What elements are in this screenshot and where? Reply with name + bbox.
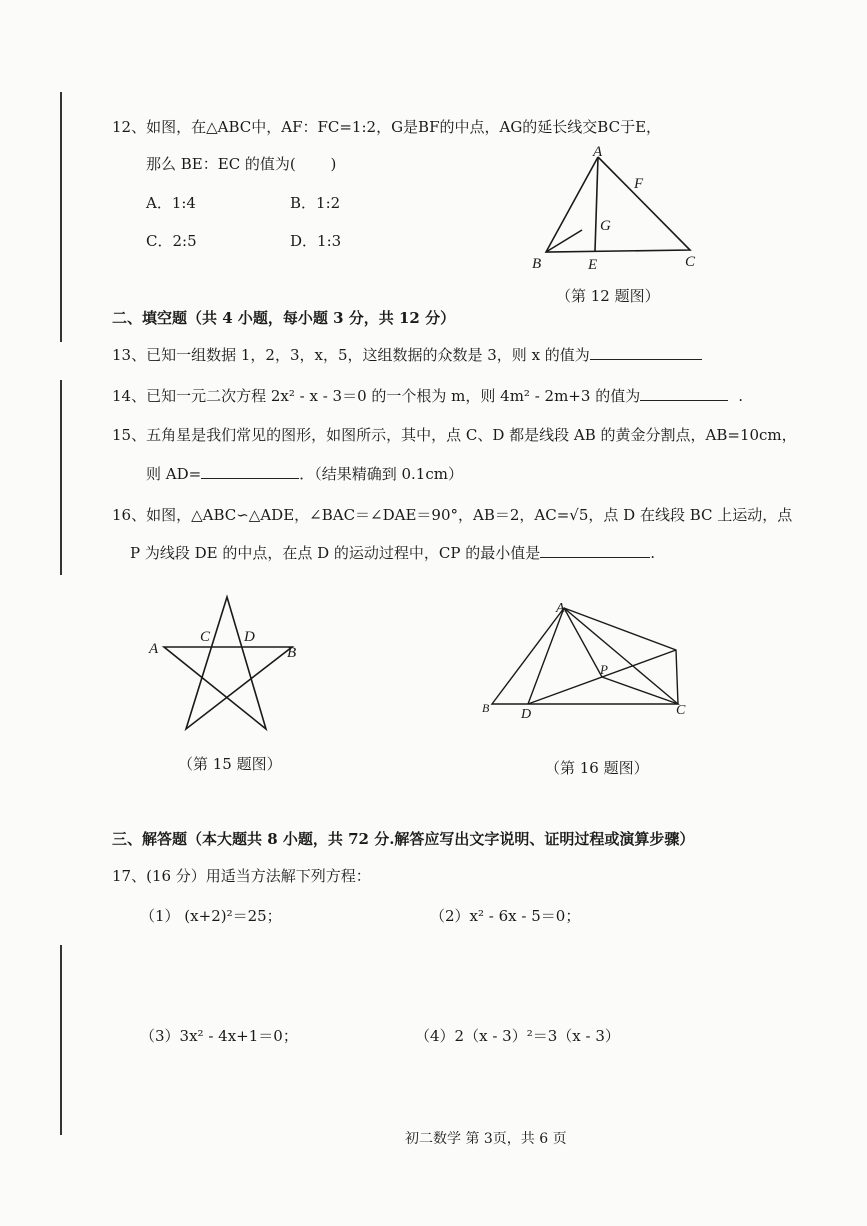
q14-text: 14、已知一元二次方程 2x² - x - 3＝0 的一个根为 m，则 4m² - 2m+3 的值为	[112, 387, 641, 405]
binding-line-bottom	[60, 945, 62, 1135]
section3-heading: 三、解答题（本大题共 8 小题，共 72 分.解答应写出文字说明、证明过程或演算步骤）	[112, 830, 695, 848]
q17-part2: （2）x² - 6x - 5＝0；	[430, 907, 581, 925]
q12-option-b: B．1:2	[290, 194, 341, 212]
q12-label-b: B	[532, 256, 542, 272]
page-footer: 初二数学 第 3页，共 6 页	[405, 1131, 567, 1147]
q14-answer-blank[interactable]	[640, 386, 728, 401]
q12-label-f: F	[634, 176, 644, 192]
q16-line1: 16、如图，△ABC∽△ADE，∠BAC＝∠DAE＝90°，AB＝2，AC=√5，点 D 在线段 BC 上运动，点	[112, 506, 793, 524]
q16-line2-text: P 为线段 DE 的中点，在点 D 的运动过程中，CP 的最小值是	[130, 544, 541, 562]
q13-answer-blank[interactable]	[590, 345, 702, 360]
q16-triangle-abc	[492, 608, 678, 704]
q15-caption: （第 15 题图）	[178, 755, 282, 773]
q15-line2-prefix: 则 AD=	[146, 465, 202, 483]
q12-label-g: G	[600, 218, 611, 234]
q14	[112, 385, 743, 406]
q15-line2-suffix: ．（结果精确到 0.1cm）	[299, 465, 463, 483]
q16-caption: （第 16 题图）	[545, 759, 649, 777]
q15-star-figure	[140, 585, 320, 735]
q16-label-c: C	[676, 703, 686, 718]
q15-star	[164, 597, 292, 729]
q16-label-d: D	[521, 707, 532, 722]
q17-part1: （1） (x+2)²＝25；	[140, 907, 282, 925]
q17-stem: 17、(16 分）用适当方法解下列方程：	[112, 867, 371, 885]
binding-line-top	[60, 92, 62, 342]
q16-line-ad	[528, 608, 564, 704]
q12-triangle	[546, 157, 690, 252]
q15-label-b: B	[287, 645, 297, 661]
q16-line2	[130, 542, 655, 563]
q12-option-a: A．1:4	[146, 194, 196, 212]
q16-label-a: A	[556, 601, 565, 616]
q16-answer-blank[interactable]	[540, 543, 650, 558]
q15-line2	[146, 463, 463, 484]
q15-label-d: D	[244, 629, 255, 645]
q12-line-ae	[595, 157, 598, 251]
q12-option-d: D．1:3	[290, 232, 342, 250]
q17-part3: （3）3x² - 4x+1＝0；	[140, 1027, 298, 1045]
binding-line-middle	[60, 380, 62, 575]
q16-figure	[478, 598, 698, 723]
q12-stem-line2: 那么 BE：EC 的值为( )	[146, 155, 337, 173]
q12-label-e: E	[588, 257, 598, 273]
q16-label-b: B	[482, 701, 490, 715]
q13-text: 13、已知一组数据 1，2，3，x，5，这组数据的众数是 3，则 x 的值为	[112, 346, 590, 364]
q15-line1: 15、五角星是我们常见的图形，如图所示，其中，点 C、D 都是线段 AB 的黄金分割点，AB=10cm，	[112, 426, 797, 444]
q12-option-c: C．2:5	[146, 232, 197, 250]
q12-label-a: A	[593, 144, 603, 160]
q12-stem-line1: 12、如图，在△ABC中，AF：FC=1:2，G是BF的中点，AG的延长线交BC于E，	[112, 118, 662, 136]
q15-label-a: A	[149, 641, 159, 657]
section2-heading: 二、填空题（共 4 小题，每小题 3 分，共 12 分）	[112, 309, 456, 327]
q12-label-c: C	[685, 254, 696, 270]
q15-answer-blank[interactable]	[201, 464, 299, 479]
q16-end: .	[650, 544, 656, 562]
q16-label-p: P	[600, 662, 608, 677]
q14-end: .	[738, 387, 743, 405]
q16-line-cp	[602, 677, 678, 704]
q13	[112, 344, 702, 365]
q16-line-ap	[564, 608, 602, 677]
q17-part4: （4）2（x - 3）²＝3（x - 3）	[415, 1027, 620, 1045]
q15-label-c: C	[200, 629, 211, 645]
q12-figure	[520, 140, 720, 275]
q12-caption: （第 12 题图）	[556, 287, 660, 305]
